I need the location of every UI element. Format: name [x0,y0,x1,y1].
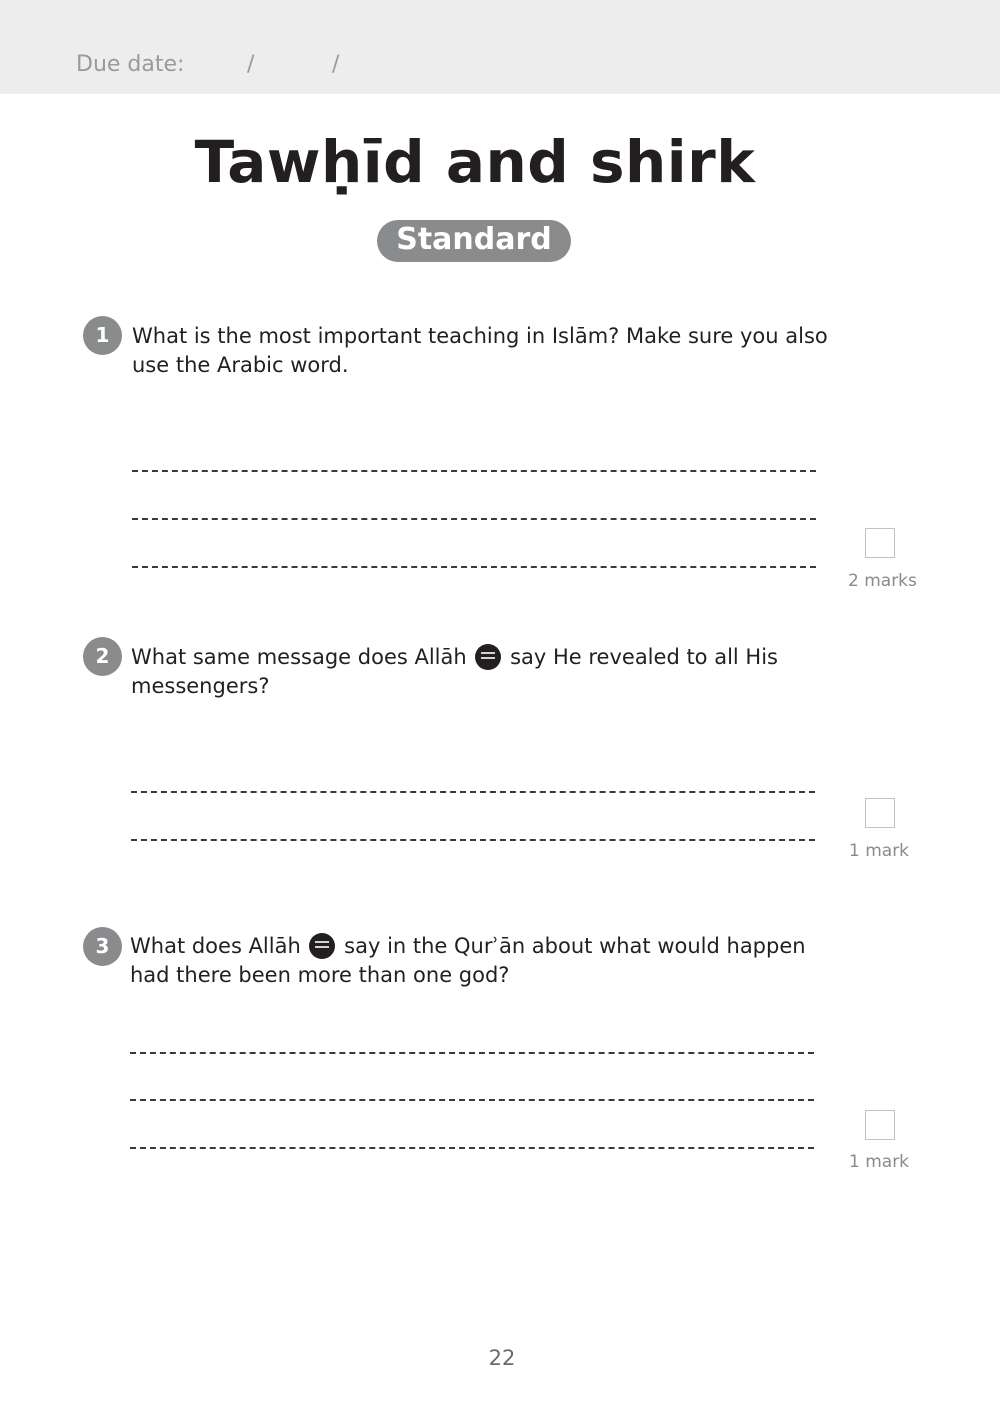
honorific-icon [309,933,335,959]
honorific-icon [475,644,501,670]
answer-line[interactable] [132,470,816,472]
marks-label: 1 mark [849,841,910,861]
answer-line[interactable] [131,839,815,841]
question-number-badge: 3 [83,927,122,966]
mark-checkbox[interactable] [865,798,895,828]
question-text-part: What same message does Allāh [131,645,467,669]
marks-label: 2 marks [848,571,917,591]
due-date-label: Due date: [76,52,185,77]
answer-line[interactable] [130,1099,814,1101]
page-number: 22 [488,1346,516,1370]
level-badge: Standard [377,220,571,262]
question-text-part: say in the Qurʾān about what would happen had there been more than one god? [130,934,806,987]
marks-label: 1 mark [849,1152,910,1172]
answer-line[interactable] [130,1052,814,1054]
due-date-separator: / [247,52,255,77]
question-text-part: say He revealed to all His messengers? [131,645,778,698]
question-number-badge: 2 [83,637,122,676]
due-date-separator: / [332,52,340,77]
answer-line[interactable] [132,566,816,568]
question-2-text [131,643,801,701]
answer-line[interactable] [130,1147,814,1149]
answer-line[interactable] [131,791,815,793]
question-3-text [130,932,820,990]
answer-line[interactable] [132,518,816,520]
mark-checkbox[interactable] [865,1110,895,1140]
question-text-part: What does Allāh [130,934,301,958]
question-number-badge: 1 [83,316,122,355]
mark-checkbox[interactable] [865,528,895,558]
question-1-text: What is the most important teaching in Islām? Make sure you also use the Arabic word. [132,324,828,377]
header-band [0,0,1000,94]
page-title: Tawḥīd and shirk [194,128,756,196]
